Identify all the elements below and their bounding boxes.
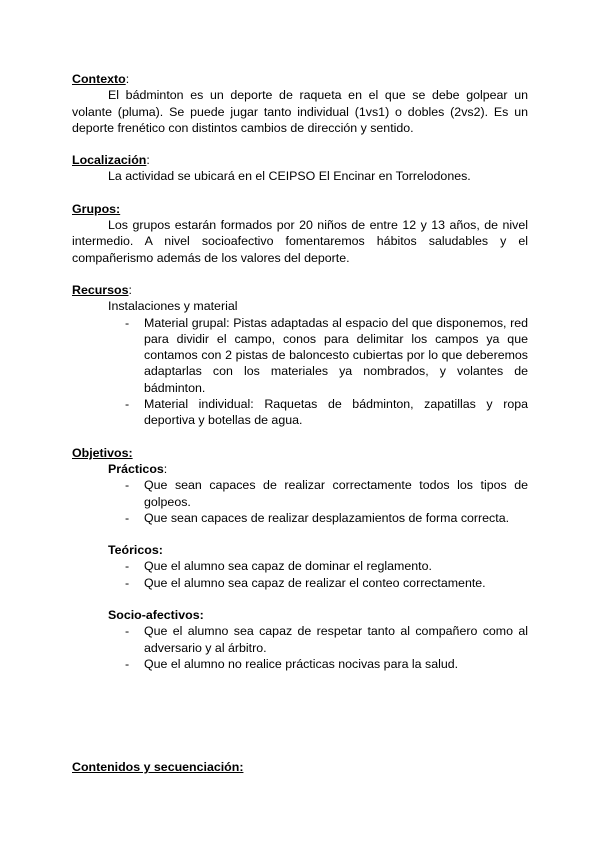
section-heading <box>72 152 528 168</box>
list-item <box>125 396 528 429</box>
heading-colon: : <box>125 72 130 86</box>
subsection-title-text: Prácticos <box>108 461 164 476</box>
paragraph: Los grupos estarán formados por 20 niños de entre 12 y 13 años, de nivel intermedio. A nivel socioafectivo fomentaremos hábitos saludables y el compañerismo además de los valores del deporte. <box>72 218 528 265</box>
list-item <box>125 558 528 574</box>
heading-text: Contexto <box>72 72 126 86</box>
list-item-text: Material grupal: Pistas adaptadas al espacio del que disponemos, red para dividir el campo, conos para delimitar los campos ya que contamos con 2 pistas de baloncesto cubiertas por lo que deberemos adaptarlas con los materiales ya nombrados, y volantes de bádminton. <box>144 315 528 395</box>
spacer <box>72 526 528 542</box>
objectives-list <box>72 477 528 526</box>
section-grupos <box>72 201 528 266</box>
objectives-list <box>72 558 528 591</box>
list-item <box>125 477 528 510</box>
list-item <box>125 510 528 526</box>
dash-bullet: - <box>125 575 130 590</box>
heading-text: Objetivos: <box>72 445 133 460</box>
dash-bullet: - <box>125 478 130 493</box>
section-objetivos <box>72 445 528 673</box>
dash-bullet: - <box>125 397 130 412</box>
dash-bullet: - <box>125 624 130 639</box>
section-heading <box>72 282 528 298</box>
section-heading <box>72 71 528 87</box>
list-item-text: Que sean capaces de realizar correctamente todos los tipos de golpeos. <box>144 478 528 509</box>
list-item <box>125 575 528 591</box>
list-item-text: Que el alumno sea capaz de respetar tanto al compañero como al adversario y al árbitro. <box>144 624 528 655</box>
dash-bullet: - <box>125 315 130 330</box>
heading-colon: : <box>146 153 150 168</box>
paragraph: La actividad se ubicará en el CEIPSO El Encinar en Torrelodones. <box>108 169 471 184</box>
heading-text: Grupos: <box>72 201 121 216</box>
document-page <box>72 71 528 688</box>
list-item-text: Material individual: Raquetas de bádminton, zapatillas y ropa deportiva y botellas de agua. <box>144 397 528 428</box>
heading-text: Recursos <box>72 282 129 297</box>
list-item-text: Que el alumno sea capaz de realizar el conteo correctamente. <box>144 575 486 590</box>
subsection-title: Teóricos: <box>108 543 163 558</box>
section-heading <box>72 445 528 461</box>
list-item-text: Que el alumno no realice prácticas nocivas para la salud. <box>144 656 459 671</box>
list-item <box>125 623 528 656</box>
objectives-list <box>72 623 528 672</box>
heading-colon: : <box>128 282 132 297</box>
list-item-text: Que sean capaces de realizar desplazamientos de forma correcta. <box>144 510 510 525</box>
section-heading <box>72 201 528 217</box>
subsection-colon: : <box>163 461 168 476</box>
dash-bullet: - <box>125 510 130 525</box>
section-recursos <box>72 282 528 429</box>
paragraph: El bádminton es un deporte de raqueta en el que se debe golpear un volante (pluma). Se puede jugar tanto individual (1vs1) o dobles (2vs2). Es un deporte frenético con distintos cambios de dirección y sentido. <box>72 88 528 135</box>
dash-bullet: - <box>125 656 130 671</box>
subsection-title <box>108 461 528 477</box>
resource-list <box>72 315 528 429</box>
subsection-title: Instalaciones y material <box>108 299 238 314</box>
dash-bullet: - <box>125 559 130 574</box>
heading-text: Localización <box>72 153 147 168</box>
list-item-text: Que el alumno sea capaz de dominar el reglamento. <box>144 559 432 574</box>
list-item <box>125 656 528 672</box>
section-contexto <box>72 71 528 136</box>
spacer <box>72 591 528 607</box>
section-localizacion <box>72 152 528 185</box>
section-heading-contenidos: Contenidos y secuenciación: <box>72 760 244 774</box>
subsection-title: Socio-afectivos: <box>108 608 204 623</box>
list-item <box>125 315 528 396</box>
